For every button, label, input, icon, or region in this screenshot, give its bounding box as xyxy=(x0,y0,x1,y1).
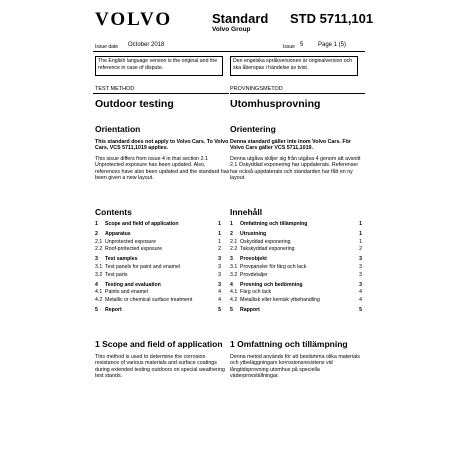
header-divider xyxy=(93,51,365,52)
toc-section-title: Scope and field of application xyxy=(105,221,179,227)
toc-section-title: Provning och bedömning xyxy=(240,281,303,288)
toc-section-title: Metallisk eller kemisk ytbehandling xyxy=(240,296,320,303)
sv-toc-entry[interactable] xyxy=(230,264,362,271)
toc-section-number: 3 xyxy=(230,256,233,263)
toc-section-number: 2.2 xyxy=(230,246,238,253)
toc-section-title: Report xyxy=(105,307,122,313)
en-toc-entry[interactable] xyxy=(95,282,221,289)
sv-toc-entry[interactable] xyxy=(230,231,362,238)
issue-label: Issue xyxy=(283,44,295,50)
toc-page-number: 2 xyxy=(359,246,362,253)
toc-page-number: 3 xyxy=(359,264,362,270)
toc-section-number: 3 xyxy=(95,256,98,263)
toc-page-number: 1 xyxy=(359,221,362,227)
toc-section-number: 3.2 xyxy=(95,271,103,278)
contents-heading-en: Contents xyxy=(95,207,132,217)
toc-section-number: 4 xyxy=(230,281,233,288)
standard-number: STD 5711,101 xyxy=(290,11,374,26)
toc-page-number: 4 xyxy=(359,296,362,303)
sv-toc-entry[interactable] xyxy=(230,297,362,304)
issue-date-label: Issue date xyxy=(95,44,119,50)
section1-heading-sv: 1 Omfattning och tillämpning xyxy=(230,339,348,349)
orientation-bold-en: This standard does not apply to Volvo Cars. To Volvo Cars, VCS 5711,1019 applies. xyxy=(95,139,229,152)
toc-page-number: 3 xyxy=(359,256,362,263)
toc-section-number: 1 xyxy=(95,221,98,227)
toc-section-title: Provpaneler för färg och lack xyxy=(240,264,307,270)
toc-section-title: Oskyddad exponering xyxy=(240,238,291,245)
organization-name: Volvo Group xyxy=(212,26,251,33)
toc-page-number: 2 xyxy=(218,246,221,253)
toc-page-number: 3 xyxy=(218,256,221,263)
orientation-text-sv: Denna utgåva skiljer sig från utgåva 4 genom att avsnitt 2.1 Oskyddad exponering har uppdaterats. Referenser har också uppdaterats och standarden har fått en ny layout. xyxy=(230,156,361,182)
en-toc-entry[interactable] xyxy=(95,307,221,314)
toc-section-title: Omfattning och tillämpning xyxy=(240,221,308,227)
toc-section-title: Provobjekt xyxy=(240,256,267,263)
toc-page-number: 4 xyxy=(218,289,221,296)
notice-box-swedish: Den engelska språkversionen är originalversion och ska åberopas i händelse av tvist. xyxy=(230,56,358,76)
toc-section-number: 4.1 xyxy=(95,289,103,296)
toc-section-number: 5 xyxy=(230,307,233,313)
toc-page-number: 4 xyxy=(359,289,362,296)
toc-page-number: 1 xyxy=(359,238,362,245)
toc-section-number: 4.1 xyxy=(230,289,238,296)
orientation-heading-sv: Orientering xyxy=(230,124,276,134)
orientation-bold-sv: Denna standard gäller inte inom Volvo Cars. För Volvo Cars gäller VCS 5711,1019. xyxy=(230,139,351,152)
toc-page-number: 1 xyxy=(218,231,221,238)
toc-section-number: 4.2 xyxy=(230,296,238,303)
toc-section-title: Färg och lack xyxy=(240,289,272,296)
sv-toc-entry[interactable] xyxy=(230,282,362,289)
toc-page-number: 1 xyxy=(359,231,362,238)
toc-section-number: 2 xyxy=(95,231,98,238)
toc-section-title: Test parts xyxy=(105,271,128,278)
method-label-en: TEST METHOD xyxy=(95,86,135,92)
en-toc-entry[interactable] xyxy=(95,246,221,253)
document-type: Standard xyxy=(212,11,269,26)
toc-section-number: 4 xyxy=(95,281,98,288)
toc-section-title: Metallic or chemical surface treatment xyxy=(105,296,193,303)
toc-section-number: 3.1 xyxy=(230,264,238,270)
toc-section-title: Test samples xyxy=(105,256,138,263)
toc-section-title: Rapport xyxy=(240,307,260,313)
en-toc-entry[interactable] xyxy=(95,231,221,238)
title-en: Outdoor testing xyxy=(95,98,174,110)
toc-page-number: 3 xyxy=(218,271,221,278)
contents-heading-sv: Innehåll xyxy=(230,207,263,217)
toc-section-number: 4.2 xyxy=(95,296,103,303)
toc-section-number: 2.1 xyxy=(95,238,103,245)
section1-heading-en: 1 Scope and field of application xyxy=(95,339,223,349)
toc-section-number: 3.2 xyxy=(230,271,238,278)
toc-section-title: Testing and evaluation xyxy=(105,281,161,288)
orientation-text-en: This issue differs from issue 4 in that section 2.1 Unprotected exposure has been updated. Also, references have also been updated and the standard has been given a new layout. xyxy=(95,156,230,182)
en-toc-entry[interactable] xyxy=(95,289,221,296)
en-toc-entry[interactable] xyxy=(95,239,221,246)
label-divider-left xyxy=(93,93,229,94)
label-divider-right xyxy=(230,93,365,94)
method-label-sv: PROVNINGSMETOD xyxy=(230,86,283,92)
toc-page-number: 3 xyxy=(218,281,221,288)
sv-toc-entry[interactable] xyxy=(230,221,362,228)
en-toc-entry[interactable] xyxy=(95,297,221,304)
orientation-heading-en: Orientation xyxy=(95,124,141,134)
sv-toc-entry[interactable] xyxy=(230,272,362,279)
toc-section-title: Test panels for paint and enamel xyxy=(105,264,180,270)
toc-page-number: 1 xyxy=(218,238,221,245)
section1-text-en: This method is used to determine the corrosion resistance of various materials and surface coatings during extended testing outdoors on special weathering test stands. xyxy=(95,354,225,380)
toc-page-number: 3 xyxy=(359,281,362,288)
en-toc-entry[interactable] xyxy=(95,272,221,279)
toc-page-number: 3 xyxy=(359,271,362,278)
toc-page-number: 5 xyxy=(359,307,362,313)
toc-section-title: Provdetaljer xyxy=(240,271,268,278)
title-sv: Utomhusprovning xyxy=(230,98,321,110)
toc-section-number: 2 xyxy=(230,231,233,238)
issue-date: October 2018 xyxy=(128,42,165,48)
issue-number: 5 xyxy=(300,42,304,48)
en-toc-entry[interactable] xyxy=(95,221,221,228)
page-indicator: Page 1 (5) xyxy=(318,42,347,48)
toc-page-number: 1 xyxy=(218,221,221,227)
sv-toc-entry[interactable] xyxy=(230,289,362,296)
toc-section-number: 1 xyxy=(230,221,233,227)
sv-toc-entry[interactable] xyxy=(230,239,362,246)
en-toc-entry[interactable] xyxy=(95,256,221,263)
toc-page-number: 5 xyxy=(218,307,221,313)
toc-page-number: 4 xyxy=(218,296,221,303)
toc-section-number: 2.2 xyxy=(95,246,103,253)
toc-section-title: Utrustning xyxy=(240,231,267,238)
sv-toc-entry[interactable] xyxy=(230,246,362,253)
section1-text-sv: Denna metod används för att bestämma olika materials och ytbeläggningars korrosionsresistens vid långtidsprovning utomhus på speciella väderprovställningar. xyxy=(230,354,360,380)
toc-section-title: Unprotected exposure xyxy=(105,238,157,245)
toc-section-title: Takskyddad exponering xyxy=(240,246,295,253)
sv-toc-entry[interactable] xyxy=(230,256,362,263)
toc-section-number: 5 xyxy=(95,307,98,313)
toc-section-title: Apparatus xyxy=(105,231,131,238)
volvo-logo: VOLVO xyxy=(95,9,173,30)
en-toc-entry[interactable] xyxy=(95,264,221,271)
toc-section-number: 2.1 xyxy=(230,238,238,245)
toc-section-title: Roof-protected exposure xyxy=(105,246,163,253)
notice-box-english: The English language version is the original and the reference in case of dispute. xyxy=(95,56,223,76)
toc-section-number: 3.1 xyxy=(95,264,103,270)
toc-page-number: 3 xyxy=(218,264,221,270)
toc-section-title: Paints and enamel xyxy=(105,289,148,296)
sv-toc-entry[interactable] xyxy=(230,307,362,314)
